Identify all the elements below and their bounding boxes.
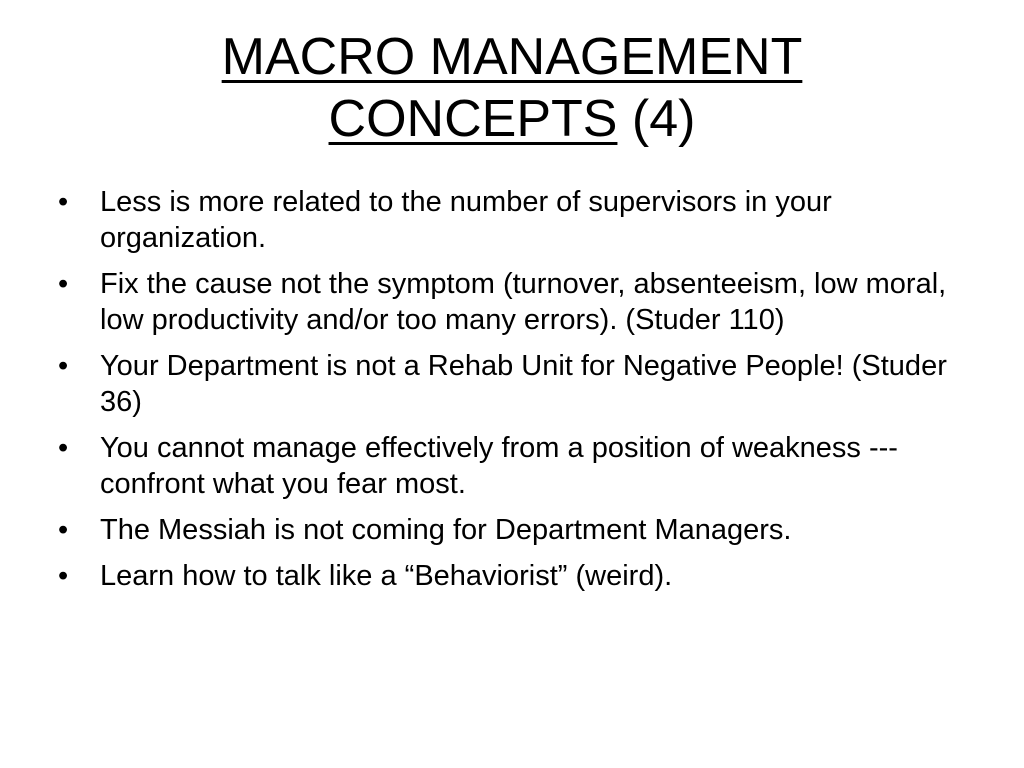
bullet-icon: • [58, 268, 69, 300]
bullet-icon: • [58, 350, 69, 382]
bullet-icon: • [58, 432, 69, 464]
bullet-item [58, 558, 978, 594]
bullet-item [58, 512, 978, 548]
slide-title [60, 26, 964, 150]
title-line-2-suffix: (4) [631, 90, 696, 148]
title-line-2-underlined: CONCEPTS [328, 90, 618, 148]
bullet-item [58, 266, 978, 338]
bullet-text: Fix the cause not the symptom (turnover, absenteeism, low moral, low productivity and/or too many errors). (Studer 110) [100, 268, 947, 336]
bullet-icon: • [58, 560, 69, 592]
bullet-text: You cannot manage effectively from a position of weakness --- confront what you fear most. [100, 432, 898, 500]
bullet-item [58, 184, 978, 256]
bullet-icon: • [58, 186, 69, 218]
title-line-1: MACRO MANAGEMENT [221, 28, 803, 86]
bullet-text: The Messiah is not coming for Department Managers. [100, 514, 792, 546]
bullet-text: Your Department is not a Rehab Unit for Negative People! (Studer 36) [100, 350, 947, 418]
bullet-item [58, 430, 978, 502]
bullet-item [58, 348, 978, 420]
bullet-icon: • [58, 514, 69, 546]
bullet-text: Learn how to talk like a “Behaviorist” (weird). [100, 560, 673, 592]
bullet-text: Less is more related to the number of supervisors in your organization. [100, 186, 832, 254]
bullet-list [58, 184, 978, 604]
